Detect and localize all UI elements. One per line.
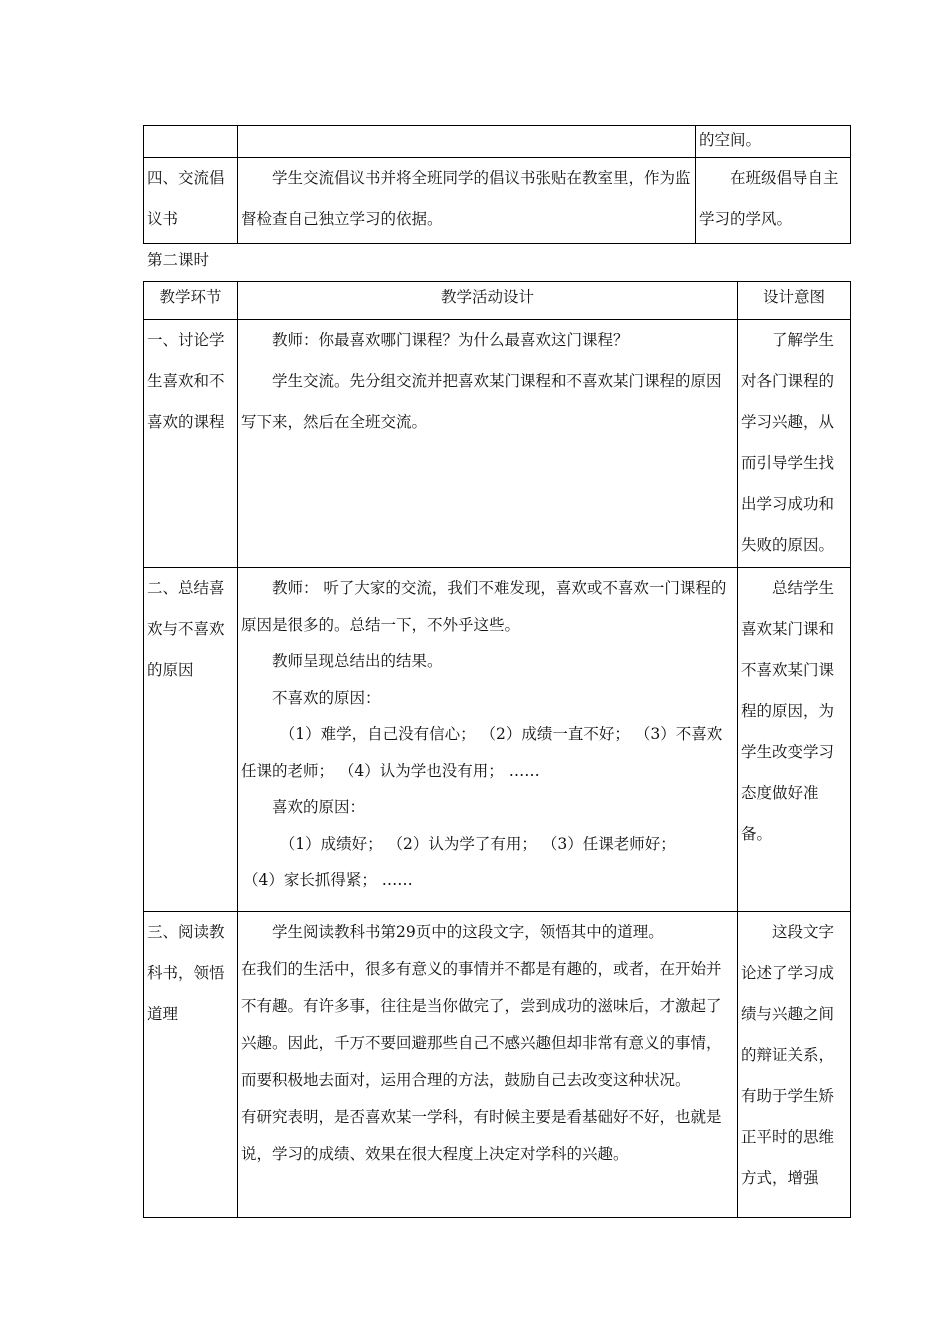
column-header: 教学活动设计 xyxy=(238,282,738,320)
column-header: 设计意图 xyxy=(738,282,851,320)
table-cell xyxy=(238,126,696,158)
cell-paragraph: （1）难学，自己没有信心； （2）成绩一直不好； （3）不喜欢任课的老师； （4）认为学也没有用； …… xyxy=(241,725,723,780)
cell-text: 四、交流倡议书 xyxy=(147,169,225,228)
table-cell xyxy=(144,568,238,912)
column-header: 教学环节 xyxy=(144,282,238,320)
top-table-row xyxy=(144,158,851,244)
top-table-row xyxy=(144,126,851,158)
table-row xyxy=(144,320,851,568)
table-cell xyxy=(738,320,851,568)
table-cell xyxy=(238,912,738,1218)
cell-paragraph: 喜欢的原因： xyxy=(272,798,366,816)
table-header-row xyxy=(144,282,851,320)
section-heading: 第二课时 xyxy=(147,251,210,269)
cell-text: 总结学生喜欢某门课和不喜欢某门课程的原因，为学生改变学习态度做好准备。 xyxy=(741,579,835,843)
cell-paragraph: （4）家长抓得紧； …… xyxy=(243,871,413,889)
table-cell xyxy=(738,912,851,1218)
table-cell xyxy=(696,126,851,158)
cell-paragraph: 教师： 听了大家的交流，我们不难发现，喜欢或不喜欢一门课程的原因是很多的。总结一下，不外乎这些。 xyxy=(241,579,727,634)
table-cell xyxy=(144,320,238,568)
cell-text: 一、讨论学生喜欢和不喜欢的课程 xyxy=(147,331,225,431)
cell-text: 二、总结喜欢与不喜欢的原因 xyxy=(147,579,225,679)
cell-paragraph: 学生阅读教科书第29页中的这段文字，领悟其中的道理。 xyxy=(272,923,664,941)
cell-paragraph: 学生交流。先分组交流并把喜欢某门课程和不喜欢某门课程的原因写下来，然后在全班交流。 xyxy=(241,372,722,431)
cell-text: 这段文字论述了学习成绩与兴趣之间的辩证关系，有助于学生矫正平时的思维方式，增强 xyxy=(741,923,835,1187)
cell-text: 在班级倡导自主学习的学风。 xyxy=(699,169,839,228)
cell-paragraph: 教师呈现总结出的结果。 xyxy=(272,652,443,670)
top-table xyxy=(143,125,851,244)
cell-text: 的空间。 xyxy=(699,131,762,149)
table-cell xyxy=(144,126,238,158)
cell-text: 三、阅读教科书，领悟道理 xyxy=(147,923,225,1023)
cell-paragraph: （1）成绩好； （2）认为学了有用； （3）任课老师好； xyxy=(279,834,676,853)
cell-paragraph: 不喜欢的原因： xyxy=(272,688,381,707)
cell-paragraph: 教师：你最喜欢哪门课程？为什么最喜欢这门课程？ xyxy=(272,331,629,349)
cell-paragraph: 有研究表明，是否喜欢某一学科，有时候主要是看基础好不好，也就是说，学习的成绩、效果在很大程度上决定对学科的兴趣。 xyxy=(241,1108,722,1163)
table-cell xyxy=(738,568,851,912)
table-cell xyxy=(696,158,851,244)
table-cell xyxy=(238,158,696,244)
table-row xyxy=(144,912,851,1218)
cell-text: 了解学生对各门课程的学习兴趣，从而引导学生找出学习成功和失败的原因。 xyxy=(741,331,835,554)
main-table xyxy=(143,281,851,1218)
cell-paragraph: 在我们的生活中，很多有意义的事情并不都是有趣的，或者，在开始并不有趣。有许多事，往往是当你做完了，尝到成功的滋味后，才激起了兴趣。因此，千万不要回避那些自己不感兴趣但却非常有意义的事情，而要积极地去面对，运用合理的方法，鼓励自己去改变这种状况。 xyxy=(241,960,722,1089)
table-cell xyxy=(238,568,738,912)
table-row xyxy=(144,568,851,912)
table-cell xyxy=(238,320,738,568)
cell-text: 学生交流倡议书并将全班同学的倡议书张贴在教室里，作为监督检查自己独立学习的依据。 xyxy=(241,169,691,228)
table-cell xyxy=(144,912,238,1218)
table-cell xyxy=(144,158,238,244)
